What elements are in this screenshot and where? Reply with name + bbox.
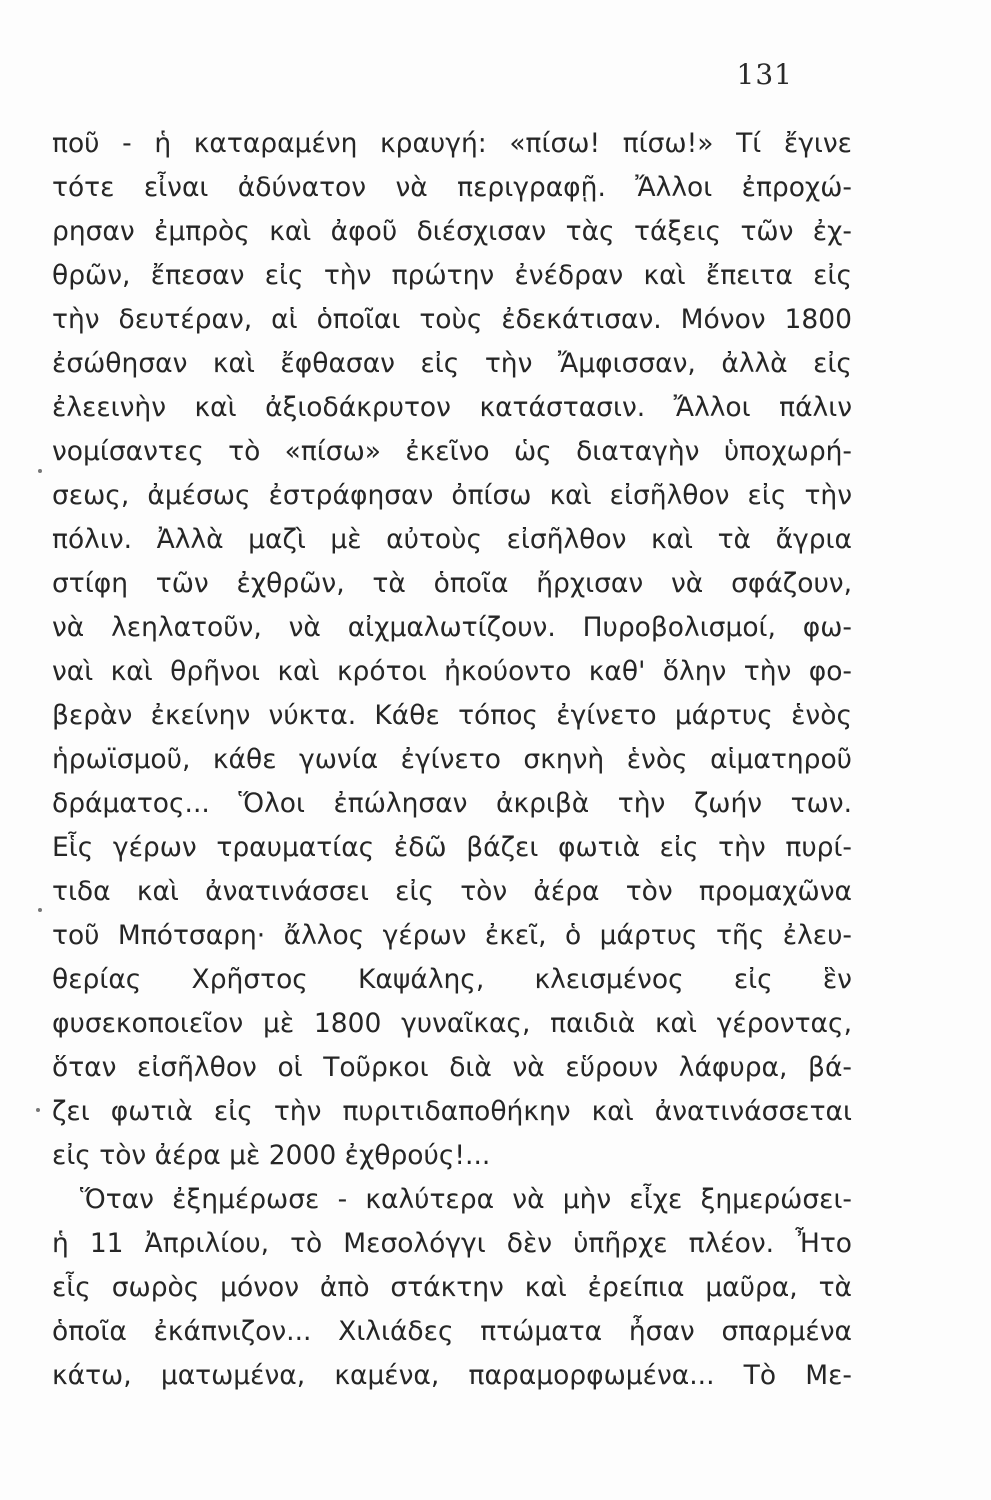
text-line: ὁποῖα ἐκάπνιζον... Χιλιάδες πτώματα ἦσαν σπαρμένα (52, 1316, 852, 1347)
text-line: τότε εἶναι ἀδύνατον νὰ περιγραφῇ. Ἄλλοι ἐπροχώ- (52, 172, 852, 203)
text-line: ζει φωτιὰ εἰς τὴν πυριτιδαποθήκην καὶ ἀνατινάσσεται (52, 1096, 852, 1127)
text-line: ἐσώθησαν καὶ ἔφθασαν εἰς τὴν Ἄμφισσαν, ἀλλὰ εἰς (52, 348, 852, 379)
text-line: νὰ λεηλατοῦν, νὰ αἰχμαλωτίζουν. Πυροβολισμοί, φω- (52, 612, 852, 643)
text-line: εἰς τὸν ἀέρα μὲ 2000 ἐχθρούς!... (52, 1140, 491, 1171)
text-line: κάτω, ματωμένα, καμένα, παραμορφωμένα... Τὸ Με- (52, 1360, 852, 1391)
text-line: Ὅταν ἐξημέρωσε - καλύτερα νὰ μὴν εἶχε ξημερώσει- (80, 1184, 852, 1215)
text-line: ναὶ καὶ θρῆνοι καὶ κρότοι ἠκούοντο καθ' ὅλην τὴν φο- (52, 656, 852, 687)
text-line: Εἷς γέρων τραυματίας ἐδῶ βάζει φωτιὰ εἰς τὴν πυρί- (52, 832, 852, 863)
page-number: 131 (736, 58, 793, 91)
text-line: ἡ 11 Ἀπριλίου, τὸ Μεσολόγγι δὲν ὑπῆρχε πλέον. Ἦτο (52, 1228, 852, 1259)
text-line: δράματος... Ὅλοι ἐπώλησαν ἀκριβὰ τὴν ζωήν των. (52, 788, 852, 819)
margin-mark (38, 469, 42, 473)
text-line: θρῶν, ἔπεσαν εἰς τὴν πρώτην ἐνέδραν καὶ ἔπειτα εἰς (52, 260, 852, 291)
text-line: βερὰν ἐκείνην νύκτα. Κάθε τόπος ἐγίνετο μάρτυς ἑνὸς (52, 700, 852, 731)
text-line: σεως, ἀμέσως ἐστράφησαν ὀπίσω καὶ εἰσῆλθον εἰς τὴν (52, 480, 852, 511)
text-line: θερίας Χρῆστος Καψάλης, κλεισμένος εἰς ἓν (52, 964, 852, 995)
text-line: πόλιν. Ἀλλὰ μαζὶ μὲ αὐτοὺς εἰσῆλθον καὶ τὰ ἄγρια (52, 524, 852, 555)
text-line: ἐλεεινὴν καὶ ἀξιοδάκρυτον κατάστασιν. Ἄλλοι πάλιν (52, 392, 852, 423)
text-line: εἷς σωρὸς μόνον ἀπὸ στάκτην καὶ ἐρείπια μαῦρα, τὰ (52, 1272, 852, 1303)
text-line: ρησαν ἐμπρὸς καὶ ἀφοῦ διέσχισαν τὰς τάξεις τῶν ἐχ- (52, 216, 852, 247)
margin-mark (36, 1108, 40, 1112)
text-line: ἡρωϊσμοῦ, κάθε γωνία ἐγίνετο σκηνὴ ἑνὸς αἱματηροῦ (52, 744, 852, 775)
text-line: τοῦ Μπότσαρη· ἄλλος γέρων ἐκεῖ, ὁ μάρτυς τῆς ἐλευ- (52, 920, 852, 951)
text-line: στίφη τῶν ἐχθρῶν, τὰ ὁποῖα ἤρχισαν νὰ σφάζουν, (52, 568, 852, 599)
text-line: τιδα καὶ ἀνατινάσσει εἰς τὸν ἀέρα τὸν προμαχῶνα (52, 876, 852, 907)
text-line: ποῦ - ἡ καταραμένη κραυγή: «πίσω! πίσω!» Τί ἔγινε (52, 128, 852, 159)
margin-mark (38, 908, 42, 912)
text-line: τὴν δευτέραν, αἱ ὁποῖαι τοὺς ἐδεκάτισαν. Μόνον 1800 (52, 304, 852, 335)
text-line: ὅταν εἰσῆλθον οἱ Τοῦρκοι διὰ νὰ εὕρουν λάφυρα, βά- (52, 1052, 852, 1083)
body-text (52, 122, 852, 1398)
text-line: νομίσαντες τὸ «πίσω» ἐκεῖνο ὡς διαταγὴν ὑποχωρή- (52, 436, 852, 467)
text-line: φυσεκοποιεῖον μὲ 1800 γυναῖκας, παιδιὰ καὶ γέροντας, (52, 1008, 852, 1039)
